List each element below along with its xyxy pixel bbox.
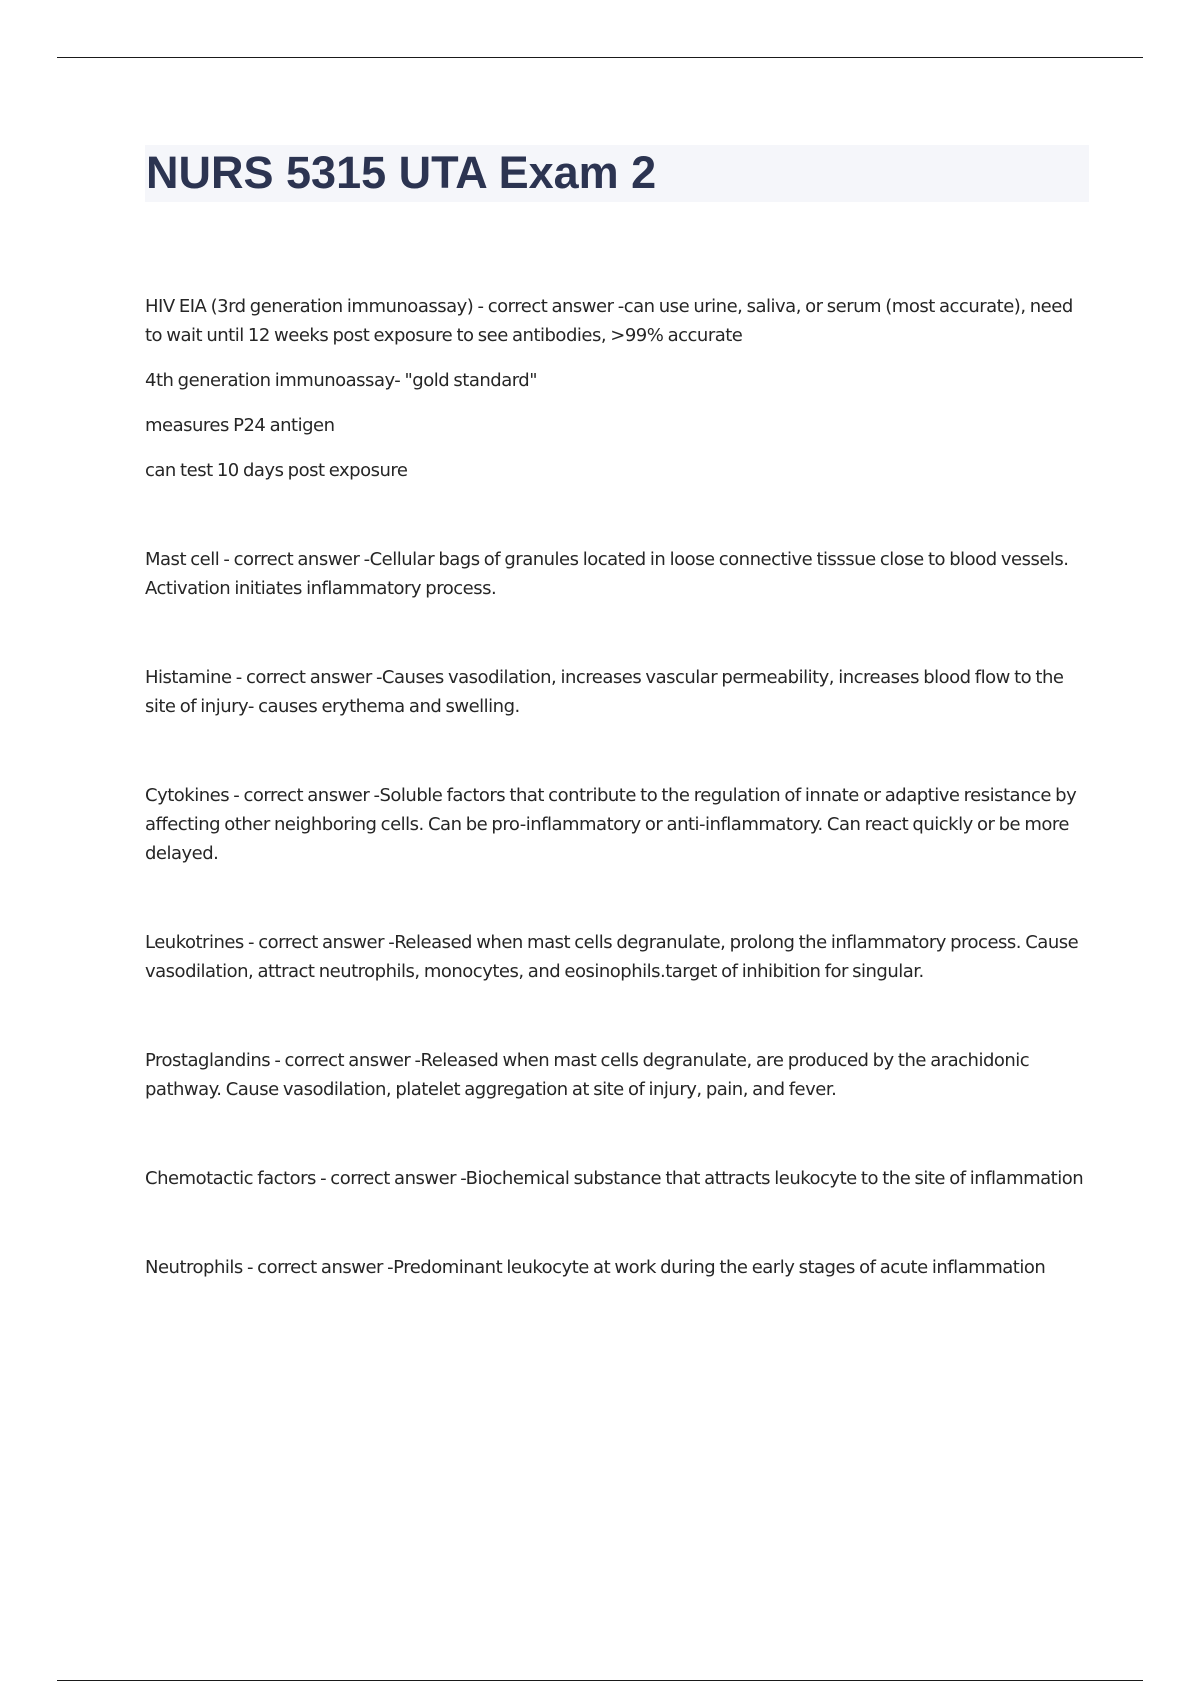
qa-text: Histamine - correct answer -Causes vasodilation, increases vascular permeability, increases blood flow to the site of injury- causes erythema and swelling.: [145, 667, 1064, 717]
document-title: NURS 5315 UTA Exam 2: [146, 147, 657, 198]
qa-text: HIV EIA (3rd generation immunoassay) - correct answer -can use urine, saliva, or serum (most accurate), need to wait until 12 weeks post exposure to see antibodies, >99% accurate: [145, 296, 1073, 346]
qa-entry-hiv-eia: [145, 292, 1090, 485]
qa-extra-line: measures P24 antigen: [145, 415, 335, 436]
top-divider: [57, 57, 1143, 58]
qa-text: Chemotactic factors - correct answer -Biochemical substance that attracts leukocyte to the site of inflammation: [145, 1168, 1084, 1189]
qa-text: Cytokines - correct answer -Soluble factors that contribute to the regulation of innate or adaptive resistance by affecting other neighboring cells. Can be pro-inflammatory or anti-inflammatory. Can react quickly or be more delayed.: [145, 785, 1077, 864]
qa-entry-histamine: [145, 663, 1090, 721]
qa-entry-neutrophils: [145, 1253, 1090, 1282]
qa-entry-leukotrines: [145, 928, 1090, 986]
bottom-divider: [57, 1680, 1143, 1681]
qa-text: Mast cell - correct answer -Cellular bags of granules located in loose connective tisssue close to blood vessels. Activation initiates inflammatory process.: [145, 549, 1069, 599]
qa-entry-cytokines: [145, 781, 1090, 868]
qa-text: Leukotrines - correct answer -Released when mast cells degranulate, prolong the inflammatory process. Cause vasodilation, attract neutrophils, monocytes, and eosinophils.target of inhibition for singular.: [145, 932, 1079, 982]
qa-extra-line: can test 10 days post exposure: [145, 460, 408, 481]
document-body: [145, 292, 1090, 1282]
qa-entry-prostaglandins: [145, 1046, 1090, 1104]
qa-text: Neutrophils - correct answer -Predominant leukocyte at work during the early stages of acute inflammation: [145, 1257, 1046, 1278]
qa-extra-line: 4th generation immunoassay- "gold standard": [145, 370, 538, 391]
qa-text: Prostaglandins - correct answer -Released when mast cells degranulate, are produced by the arachidonic pathway. Cause vasodilation, platelet aggregation at site of injury, pain, and fever.: [145, 1050, 1030, 1100]
qa-entry-chemotactic-factors: [145, 1164, 1090, 1193]
qa-entry-mast-cell: [145, 545, 1090, 603]
